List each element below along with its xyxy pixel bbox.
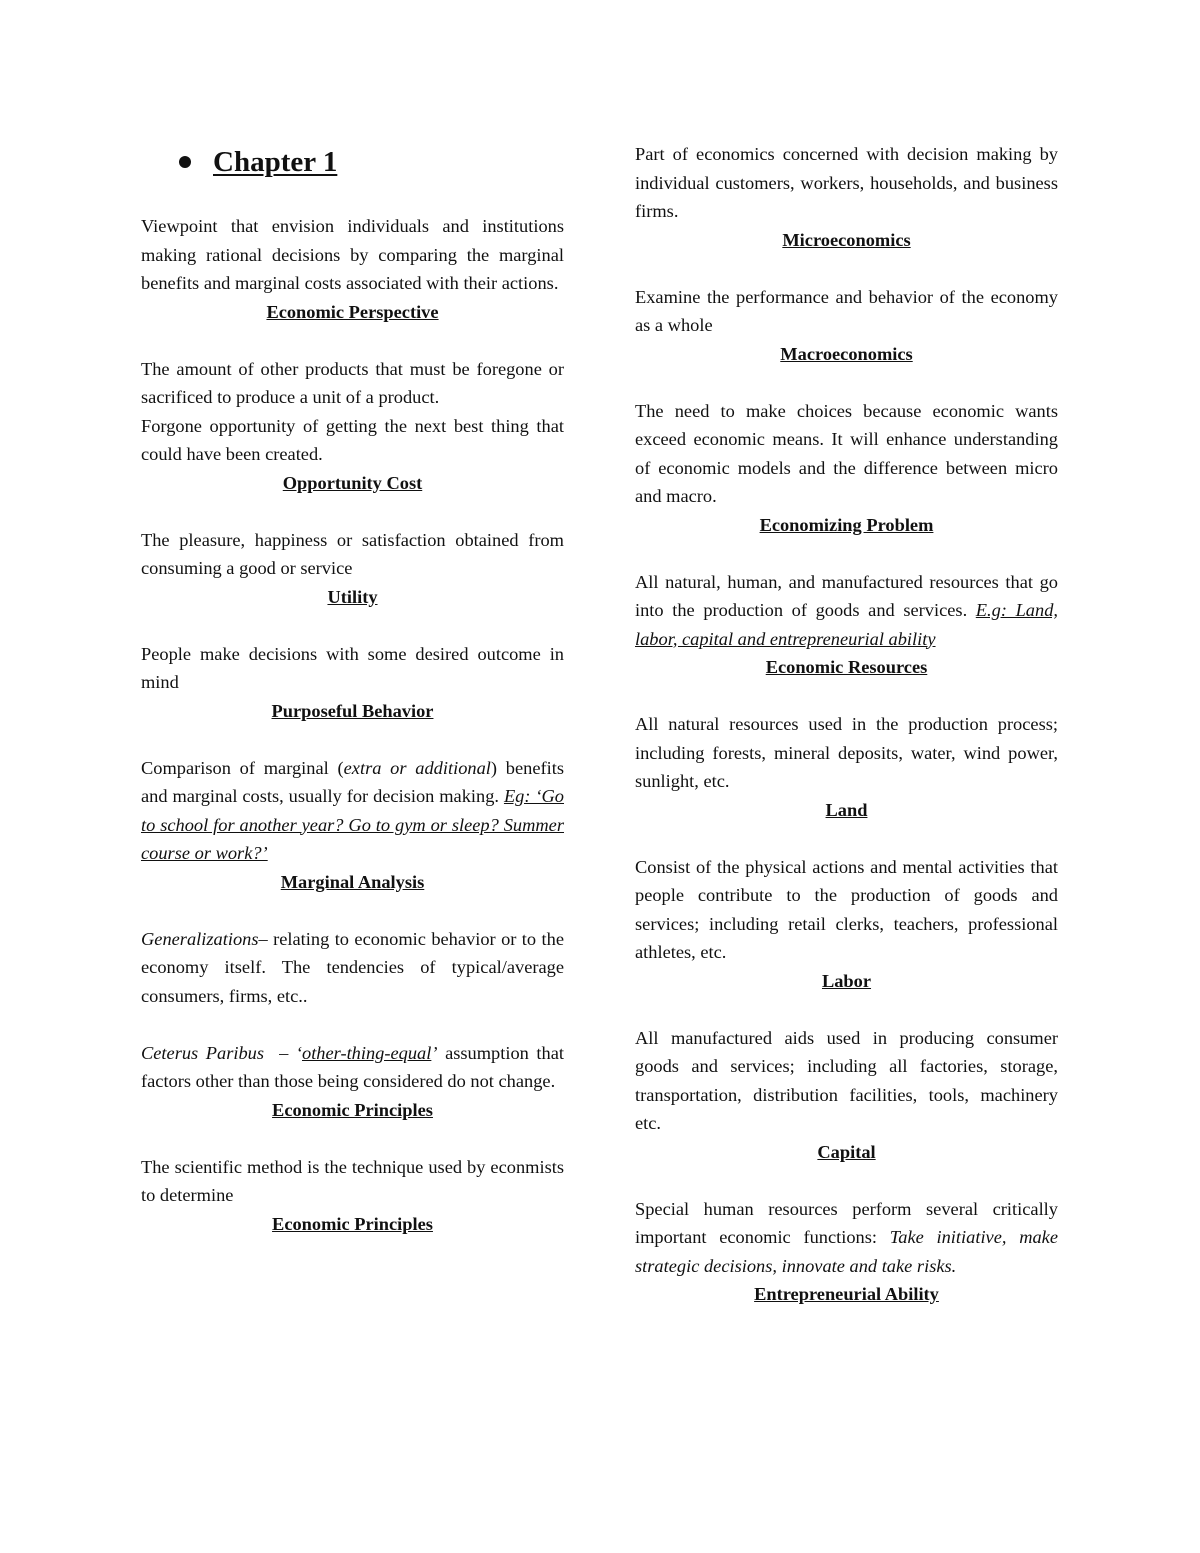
definition-text: Examine the performance and behavior of the economy as a whole [635,286,1058,335]
definition-text: Forgone opportunity of getting the next best thing that could have been created. [141,415,564,464]
term-heading: Labor [821,970,872,991]
term-heading: Economic Resources [765,657,928,677]
term-heading: Macroeconomics [780,343,913,364]
term-heading: Microeconomics [782,229,911,250]
term-heading: Land [825,799,868,820]
definition-italic: Take initiative, make strategic decisions, innovate and take risks. [635,1227,1058,1276]
definition-text: The pleasure, happiness or satisfaction obtained from consuming a good or service [141,529,564,578]
left-column [141,140,564,1267]
definition-part: All natural, human, and manufactured resources that go into the production of goods and services. [635,571,1058,620]
definition-text: Part of economics concerned with decision making by individual customers, workers, households, and business firms. [635,144,1058,221]
definition-text: The amount of other products that must be foregone or sacrificed to produce a unit of a product. [141,358,564,407]
ceterus-paribus-label: Ceterus Paribus [141,1042,265,1063]
term-heading: Economic Principles [272,1099,433,1120]
definition-part: ) benefits and marginal costs, usually for decision making. [141,757,564,806]
term-heading: Economic Perspective [266,301,439,322]
right-column [635,140,1058,1337]
definition-text: All manufactured aids used in producing consumer goods and services; including all factories, storage, transportation, distribution facilities, tools, machinery etc. [635,1027,1058,1133]
term-heading: Entrepreneurial Ability [754,1284,939,1304]
definition-text [141,1039,564,1096]
generalizations-label: Generalizations [141,928,259,949]
term-heading: Economic Principles [272,1213,433,1234]
definition-text: People make decisions with some desired outcome in mind [141,643,564,692]
term-heading: Opportunity Cost [282,472,423,493]
definition-part: – ‘ [279,1042,302,1063]
example-text: E.g: Land, labor, capital and entrepreneurial ability [635,600,1058,649]
bullet-icon [179,156,191,168]
definition-text: The need to make choices because economic wants exceed economic means. It will enhance understanding of economic models and the difference between micro and macro. [635,400,1058,506]
term-heading: Economizing Problem [759,514,934,535]
definition-text: The scientific method is the technique used by econmists to determine [141,1156,564,1205]
definition-italic: extra or additional [343,757,491,778]
term-heading: Capital [817,1141,876,1162]
definition-part: Special human resources perform several critically important economic functions: [635,1198,1058,1247]
term-heading: Purposeful Behavior [271,700,434,721]
chapter-title: Chapter 1 [213,145,338,178]
term-heading: Marginal Analysis [280,871,425,892]
definition-text [141,925,564,1011]
definition-part: – relating to economic behavior or to the economy itself. The tendencies of typical/average consumers, firms, etc.. [141,928,564,1006]
quote-text: other-thing-equal [302,1042,432,1063]
definition-text: All natural resources used in the production process; including forests, mineral deposits, water, wind power, sunlight, etc. [635,714,1058,791]
term-heading: Utility [327,586,378,607]
definition-part: ’ [431,1042,438,1063]
definition-part: Comparison of marginal ( [141,757,344,778]
definition-text [141,754,564,868]
definition-text: Viewpoint that envision individuals and institutions making rational decisions by comparing the marginal benefits and marginal costs associated with their actions. [141,216,564,293]
definition-text [635,568,1058,654]
chapter-heading [179,140,564,184]
definition-text [635,1195,1058,1281]
paragraph-gap [141,1010,564,1039]
example-text: Eg: ‘Go to school for another year? Go to gym or sleep? Summer course or work?’ [141,786,564,863]
definition-text: Consist of the physical actions and mental activities that people contribute to the production of goods and services; including retail clerks, teachers, professional athletes, etc. [635,856,1058,962]
definition-part: assumption that factors other than those being considered do not change. [141,1042,564,1091]
